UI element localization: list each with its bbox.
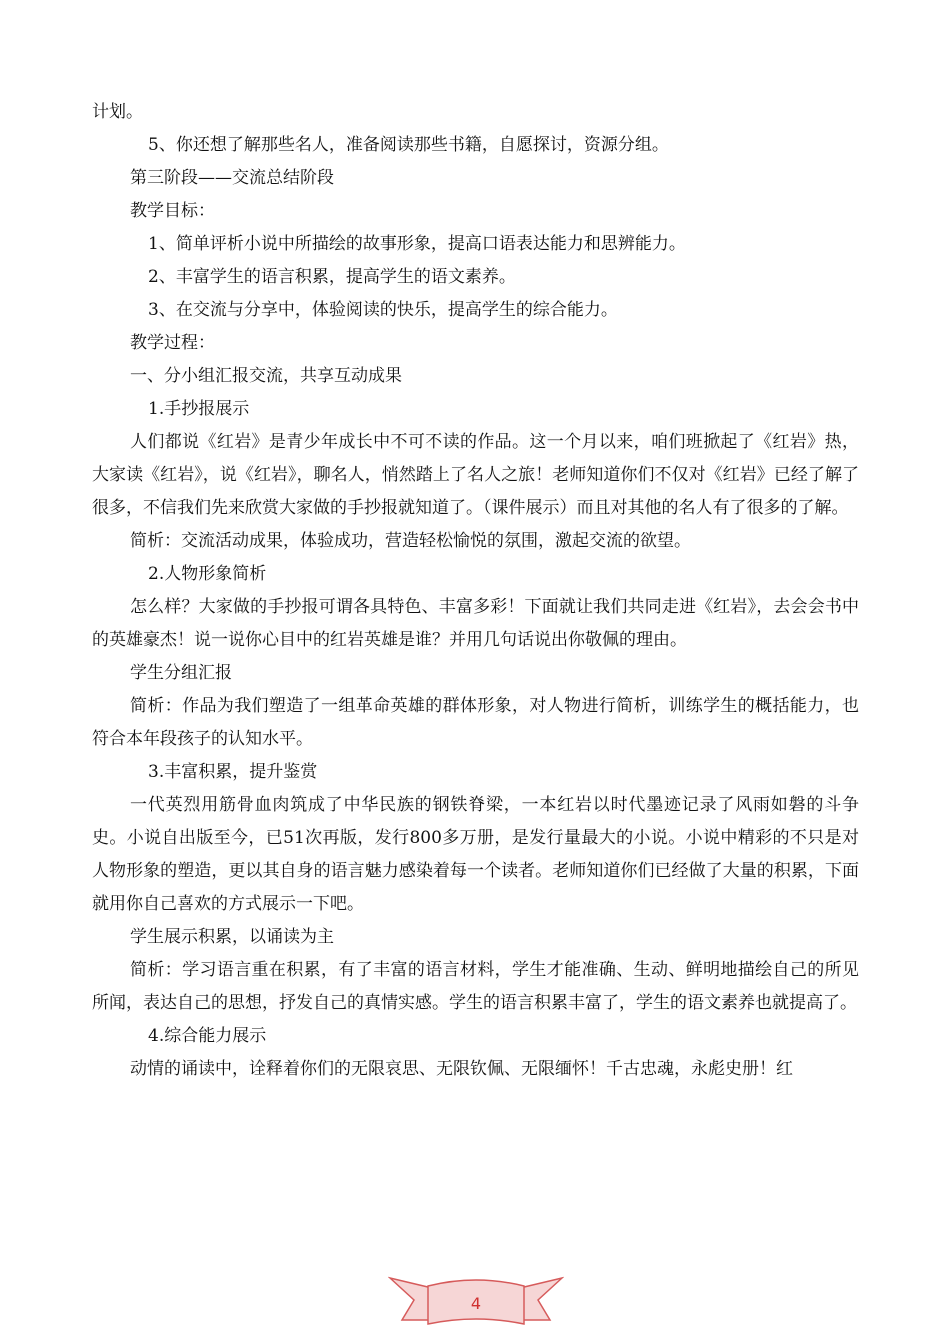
paragraph: 怎么样？大家做的手抄报可谓各具特色、丰富多彩！下面就让我们共同走进《红岩》，去会会书中的英雄豪杰！说一说你心目中的红岩英雄是谁？并用几句话说出你敬佩的理由。 <box>92 597 859 650</box>
page-number: 4 <box>470 1294 482 1313</box>
paragraph: 简析：学习语言重在积累，有了丰富的语言材料，学生才能准确、生动、鲜明地描绘自己的所见所闻，表达自己的思想，抒发自己的真情实感。学生的语言积累丰富了，学生的语文素养也就提高了。 <box>92 960 859 1013</box>
paragraph: 简析：作品为我们塑造了一组革命英雄的群体形象，对人物进行简析，训练学生的概括能力，也符合本年段孩子的认知水平。 <box>92 696 859 749</box>
paragraph: 一代英烈用筋骨血肉筑成了中华民族的钢铁脊梁，一本红岩以时代墨迹记录了风雨如磐的斗争史。小说自出版至今，已51次再版，发行800多万册，是发行量最大的小说。小说中精彩的不只是对人物形象的塑造，更以其自身的语言魅力感染着每一个读者。老师知道你们已经做了大量的积累，下面就用你自己喜欢的方式展示一下吧。 <box>92 795 859 914</box>
paragraph: 人们都说《红岩》是青少年成长中不可不读的作品。这一个月以来，咱们班掀起了《红岩》热，大家读《红岩》，说《红岩》，聊名人，悄然踏上了名人之旅！老师知道你们不仅对《红岩》已经了解了很多，不信我们先来欣赏大家做的手抄报就知道了。（课件展示）而且对其他的名人有了很多的了解。 <box>92 432 859 518</box>
paragraph: 5、你还想了解那些名人，准备阅读那些书籍，自愿探讨，资源分组。 <box>148 135 669 155</box>
paragraph: 动情的诵读中，诠释着你们的无限哀思、无限钦佩、无限缅怀！千古忠魂，永彪史册！红 <box>130 1059 793 1079</box>
list-item: 1、简单评析小说中所描绘的故事形象，提高口语表达能力和思辨能力。 <box>148 234 686 254</box>
paragraph: 一、分小组汇报交流，共享互动成果 <box>130 366 402 386</box>
page-footer <box>388 1268 564 1332</box>
subheading: 1.手抄报展示 <box>148 399 250 419</box>
document-body <box>92 96 859 1086</box>
subheading: 4.综合能力展示 <box>148 1026 267 1046</box>
paragraph: 计划。 <box>92 102 143 122</box>
list-item: 2、丰富学生的语言积累，提高学生的语文素养。 <box>148 267 516 287</box>
paragraph: 学生展示积累，以诵读为主 <box>130 927 334 947</box>
subheading: 3.丰富积累，提升鉴赏 <box>148 762 318 782</box>
paragraph: 教学目标： <box>130 201 215 221</box>
subheading: 2.人物形象简析 <box>148 564 267 584</box>
section-heading: 第三阶段——交流总结阶段 <box>130 168 334 188</box>
paragraph: 学生分组汇报 <box>130 663 232 683</box>
paragraph: 教学过程： <box>130 333 215 353</box>
list-item: 3、在交流与分享中，体验阅读的快乐，提高学生的综合能力。 <box>148 300 618 320</box>
paragraph: 简析：交流活动成果，体验成功，营造轻松愉悦的氛围，激起交流的欲望。 <box>130 531 691 551</box>
